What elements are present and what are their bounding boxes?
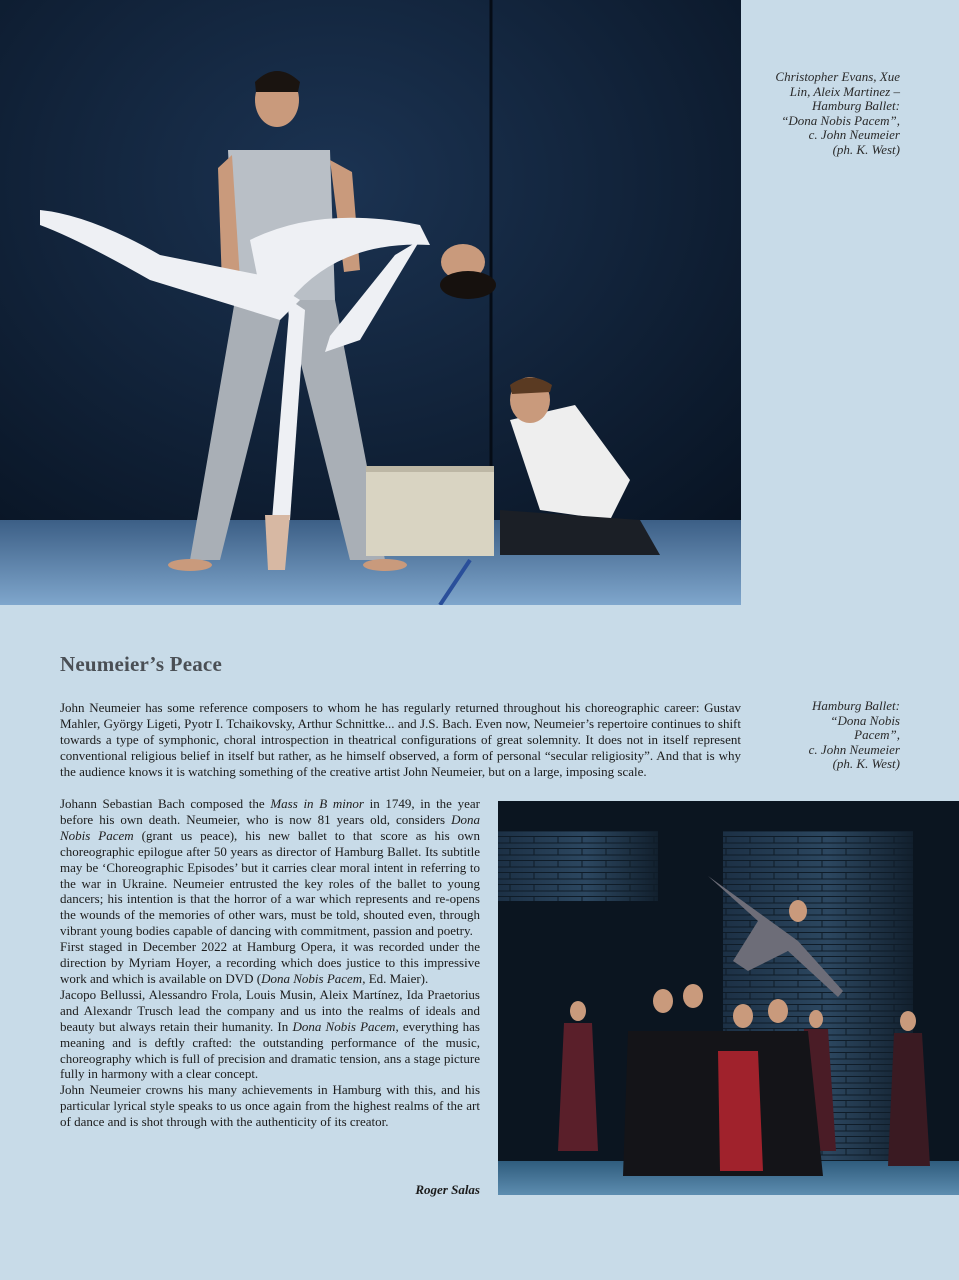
article-intro: John Neumeier has some reference composers to whom he has regularly returned throughout his choreographic career: Gustav Mahler, György Ligeti, Pyotr I. Tchaikovsky, Arthur Schnittke... and J.S. Bach. Even now, Neumeier’s repertoire continues to shift towards a type of symphonic, choral introspection in theatrical configurations of great solemnity. It does not in itself represent conventional religious belief in itself but rather, as he himself observed, a form of personal “secular religiosity”. And that is why the audience knows it is watching something of the creative artist John Neumeier, but on a large, imposing scale. [60,700,741,779]
text-run: First staged in December 2022 at Hamburg Opera, it was recorded under the direction by Myriam Hoyer, a recording which does justice to this impressive work and which is available on DVD ( [60,939,480,986]
text-run: Jacopo Bellussi, Alessandro Frola, Louis Musin, Aleix Martínez, Ida Praetorius and Alexandr Trusch lead the company and us into the realms of ideals and beauty but always retain their humanity. In [60,986,480,1034]
paragraph [60,796,480,939]
caption-line: “Dona Nobis Pacem”, [781,112,900,128]
photo-ensemble [498,801,959,1195]
paragraph [60,987,480,1082]
caption-line: (ph. K. West) [832,756,900,771]
photo-caption-bottom [752,699,900,772]
text-run: (grant us peace), his new ballet to that score as his own choreographic epilogue after 50 years as director of Hamburg Ballet. Its subtitle may be ‘Choreographic Episodes’ but it carries clear moral intent in referring to the war in Ukraine. Neumeier entrusted the key roles of the ballet to young dancers; his intention is that the horror of a war which represents and re-opens the wounds of the memories of other wars, must be told, shouted even, through vibrant young bodies capable of dancing with commitment, passion and poetry. [60,827,480,939]
author-byline: Roger Salas [415,1182,480,1197]
paragraph [60,939,480,987]
title-run: Dona Nobis Pacem [261,970,363,986]
title-run: Dona Nobis Pacem [292,1018,396,1034]
paragraph: John Neumeier crowns his many achievements in Hamburg with this, and his particular lyrical style speaks to us once again from the highest realms of the art of dance and is shot through with the authenticity of its creator. [60,1082,480,1130]
article-title: Neumeier’s Peace [60,652,222,676]
caption-line: c. John Neumeier [808,127,900,142]
caption-line: Hamburg Ballet: [812,698,900,713]
title-run: Mass in B minor [270,796,364,811]
text-run: , Ed. Maier). [362,970,429,986]
text-run: in 1749, in the year before his own death. Neumeier, who is now 81 years old, considers [60,796,480,827]
caption-line: c. John Neumeier [808,741,900,757]
title-run: Dona Nobis Pacem [60,811,480,843]
text-run: , everything has meaning and is deftly crafted: the outstanding performance of the music, choreography which is full of precision and dramatic tension, ans a stage picture fully in harmony with a clear concept. [60,1018,480,1082]
caption-line: Pacem”, [854,727,900,742]
article-body [60,796,480,1130]
caption-line: Lin, Aleix Martinez – [789,83,900,99]
photo-caption-top [752,70,900,157]
caption-line: (ph. K. West) [832,141,900,157]
caption-line: Hamburg Ballet: [812,98,900,113]
photo-pas-de-deux-image [0,0,741,605]
photo-pas-de-deux [0,0,741,605]
caption-line: Christopher Evans, Xue [775,69,900,84]
text-run: Johann Sebastian Bach composed the [60,796,271,811]
caption-line: “Dona Nobis [830,712,900,728]
photo-ensemble-image [498,801,959,1195]
